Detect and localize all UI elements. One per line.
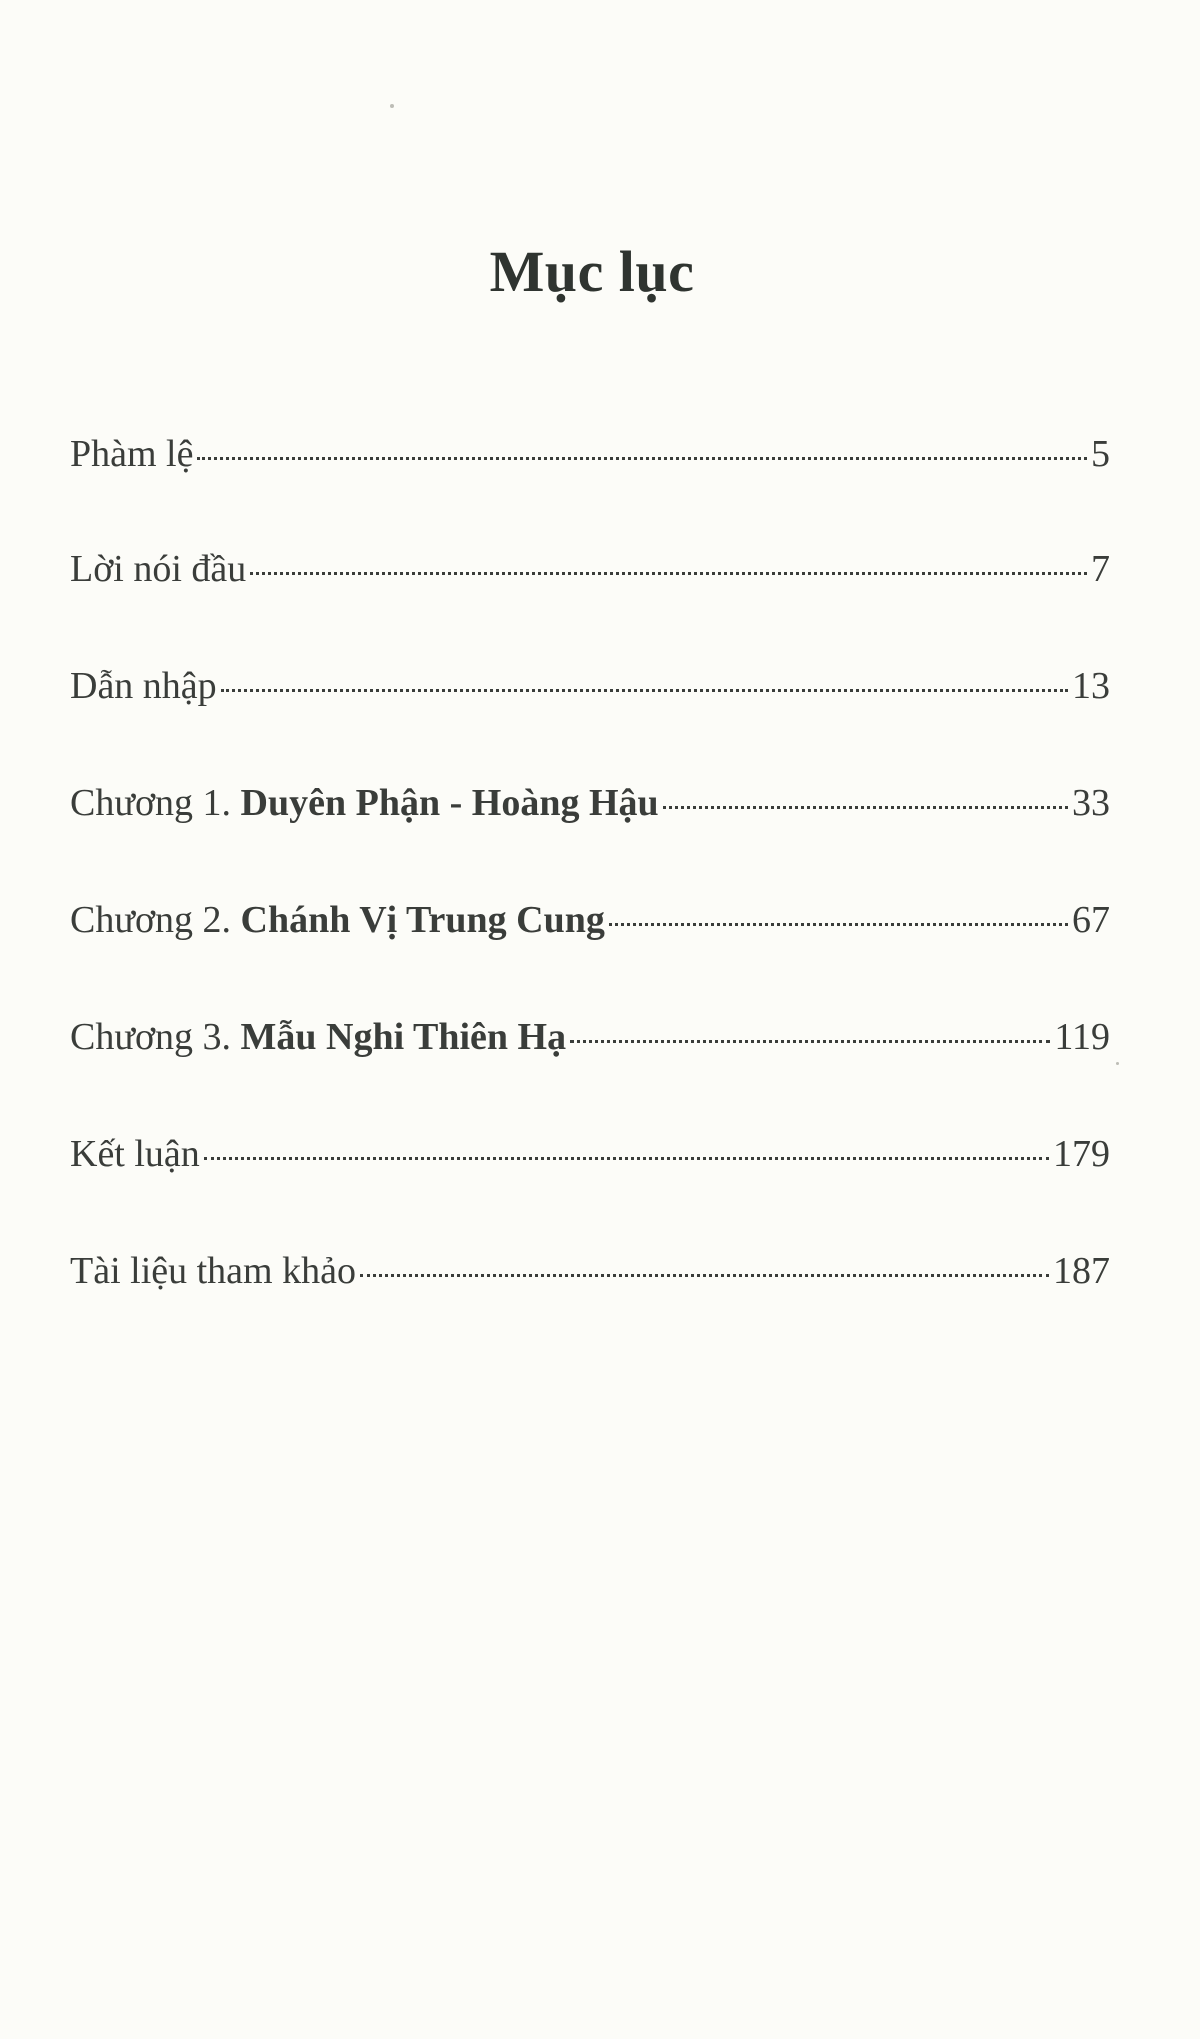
toc-entry (70, 664, 1110, 724)
paper-speck (390, 104, 394, 108)
toc-entry-label: Chương 3. (70, 1016, 241, 1058)
toc-entry-label: Lời nói đầu (70, 548, 247, 590)
toc-entry (70, 1015, 1110, 1075)
toc-entry-label: Phàm lệ (70, 433, 194, 475)
dot-leader (197, 457, 1087, 460)
toc-entry-page-number: 33 (1072, 782, 1110, 824)
toc-entry-label: Tài liệu tham khảo (70, 1250, 356, 1292)
toc-entry-title: Chánh Vị Trung Cung (240, 899, 605, 941)
toc-entry-page-number: 5 (1091, 433, 1110, 475)
toc-entry (70, 898, 1110, 958)
dot-leader (360, 1274, 1049, 1277)
toc-entry-label: Chương 1. (70, 782, 241, 824)
toc-entry (70, 781, 1110, 841)
dot-leader (204, 1157, 1049, 1160)
dot-leader (250, 572, 1087, 575)
toc-entry-page-number: 7 (1091, 548, 1110, 590)
paper-speck (1116, 1062, 1119, 1065)
toc-entry-page-number: 67 (1072, 899, 1110, 941)
toc-entry (70, 1132, 1110, 1192)
toc-entry (70, 1249, 1110, 1309)
page-title: Mục lục (489, 239, 695, 304)
toc-entry-label: Kết luận (70, 1133, 200, 1175)
toc-entry-title: Mẫu Nghi Thiên Hạ (240, 1016, 567, 1058)
toc-entry (70, 432, 1110, 492)
dot-leader (570, 1040, 1050, 1043)
dot-leader (663, 806, 1068, 809)
toc-entry-label: Chương 2. (70, 899, 241, 941)
dot-leader (221, 689, 1068, 692)
toc-entry-page-number: 119 (1054, 1016, 1110, 1058)
dot-leader (609, 923, 1068, 926)
toc-entry-page-number: 13 (1072, 665, 1110, 707)
toc-entry-title: Duyên Phận - Hoàng Hậu (240, 782, 659, 824)
toc-entry-page-number: 187 (1053, 1250, 1110, 1292)
toc-entry-page-number: 179 (1053, 1133, 1110, 1175)
toc-entry (70, 547, 1110, 607)
toc-entry-label: Dẫn nhập (70, 665, 217, 707)
